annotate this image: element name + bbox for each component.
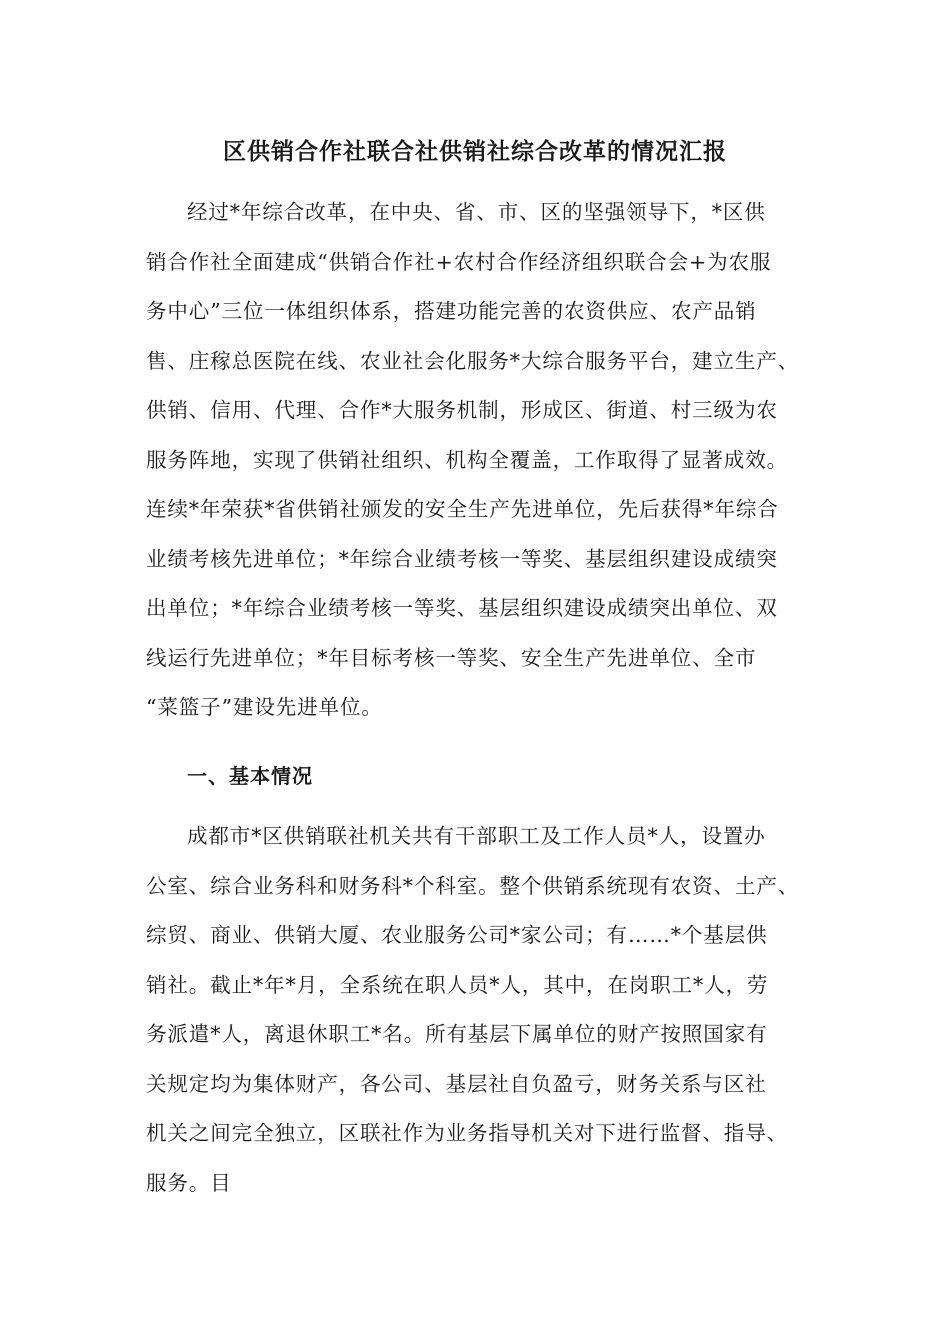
paragraph-line: 售、庄稼总医院在线、农业社会化服务*大综合服务平台，建立生产、	[146, 348, 800, 373]
paragraph-line: 出单位；*年综合业绩考核一等奖、基层组织建设成绩突出单位、双	[146, 596, 778, 620]
paragraph-line: 服务阵地，实现了供销社组织、机构全覆盖，工作取得了显著成效。	[146, 447, 788, 472]
paragraph-line: 关规定均为集体财产，各公司、基层社自负盈亏，财务关系与区社	[146, 1071, 767, 1096]
paragraph-line: 公室、综合业务科和财务科*个科室。整个供销系统现有农资、土产、	[146, 873, 800, 898]
paragraph-line: 服务。目	[146, 1170, 232, 1195]
paragraph-line: 业绩考核先进单位；*年综合业绩考核一等奖、基层组织建设成绩突	[146, 546, 778, 571]
paragraph-line: 综贸、商业、供销大厦、农业服务公司*家公司；有……*个基层供	[146, 923, 768, 947]
paragraph-line: 务中心”三位一体组织体系，搭建功能完善的农资供应、农产品销	[146, 299, 757, 323]
paragraph-line: 务派遣*人，离退休职工*名。所有基层下属单位的财产按照国家有	[146, 1022, 768, 1046]
paragraph-line: 成都市*区供销联社机关共有干部职工及工作人员*人，设置办	[187, 824, 766, 848]
paragraph-line: 供销、信用、代理、合作*大服务机制，形成区、街道、村三级为农	[146, 398, 778, 422]
paragraph-line: 机关之间完全独立，区联社作为业务指导机关对下进行监督、指导、	[146, 1121, 788, 1145]
document-title: 区供销合作社联合社供销社综合改革的情况汇报	[223, 139, 727, 165]
paragraph-line: “菜篮子”建设先进单位。	[146, 695, 383, 719]
intro-paragraph	[146, 188, 826, 733]
section-heading-basic-situation: 一、基本情况	[187, 764, 313, 788]
paragraph-line: 线运行先进单位；*年目标考核一等奖、安全生产先进单位、全市	[146, 645, 757, 670]
paragraph-line: 销社。截止*年*月，全系统在职人员*人，其中，在岗职工*人，劳	[146, 972, 769, 997]
basic-situation-paragraph	[146, 812, 826, 1208]
paragraph-line: 经过*年综合改革，在中央、省、市、区的坚强领导下，*区供	[187, 200, 766, 224]
paragraph-line: 销合作社全面建成“供销合作社+农村合作经济组织联合会+为农服	[146, 249, 772, 274]
paragraph-line: 连续*年荣获*省供销社颁发的安全生产先进单位，先后获得*年综合	[146, 497, 779, 521]
